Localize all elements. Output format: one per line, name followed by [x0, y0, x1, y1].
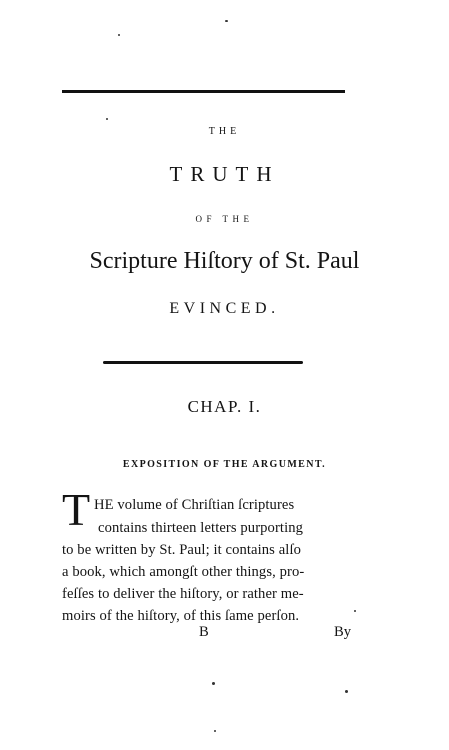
body-line: contains thirteen letters purporting [98, 520, 304, 536]
drop-cap: T [62, 484, 91, 535]
ink-speck [225, 20, 228, 22]
signature-mark: B [199, 624, 209, 640]
body-line: feſſes to deliver the hiſtory, or rather me- [62, 586, 304, 602]
ink-speck [214, 730, 216, 732]
top-rule [62, 90, 345, 93]
title-truth: TRUTH [169, 162, 280, 186]
body-line: to be written by St. Paul; it contains alſo [62, 542, 301, 558]
title-of-the: OF THE [195, 214, 254, 224]
title-the: THE [208, 126, 241, 137]
chapter-heading: CHAP. I. [187, 397, 262, 416]
body-line: moirs of the hiſtory, of this ſame perſon. [62, 608, 300, 624]
chapter-subheading: EXPOSITION OF THE ARGUMENT. [122, 459, 327, 470]
catchword: By [334, 624, 352, 640]
ink-speck [212, 682, 215, 685]
body-line: HE volume of Chriſtian ſcriptures [94, 497, 295, 513]
ink-speck [354, 610, 356, 612]
ink-speck [118, 34, 120, 36]
title-evinced: EVINCED. [169, 300, 280, 317]
ink-speck [345, 690, 348, 693]
middle-rule [103, 361, 303, 364]
body-line: a book, which amongſt other things, pro- [62, 564, 305, 580]
ink-speck [106, 118, 108, 120]
page-title: Scripture Hiſtory of St. Paul [89, 248, 360, 274]
